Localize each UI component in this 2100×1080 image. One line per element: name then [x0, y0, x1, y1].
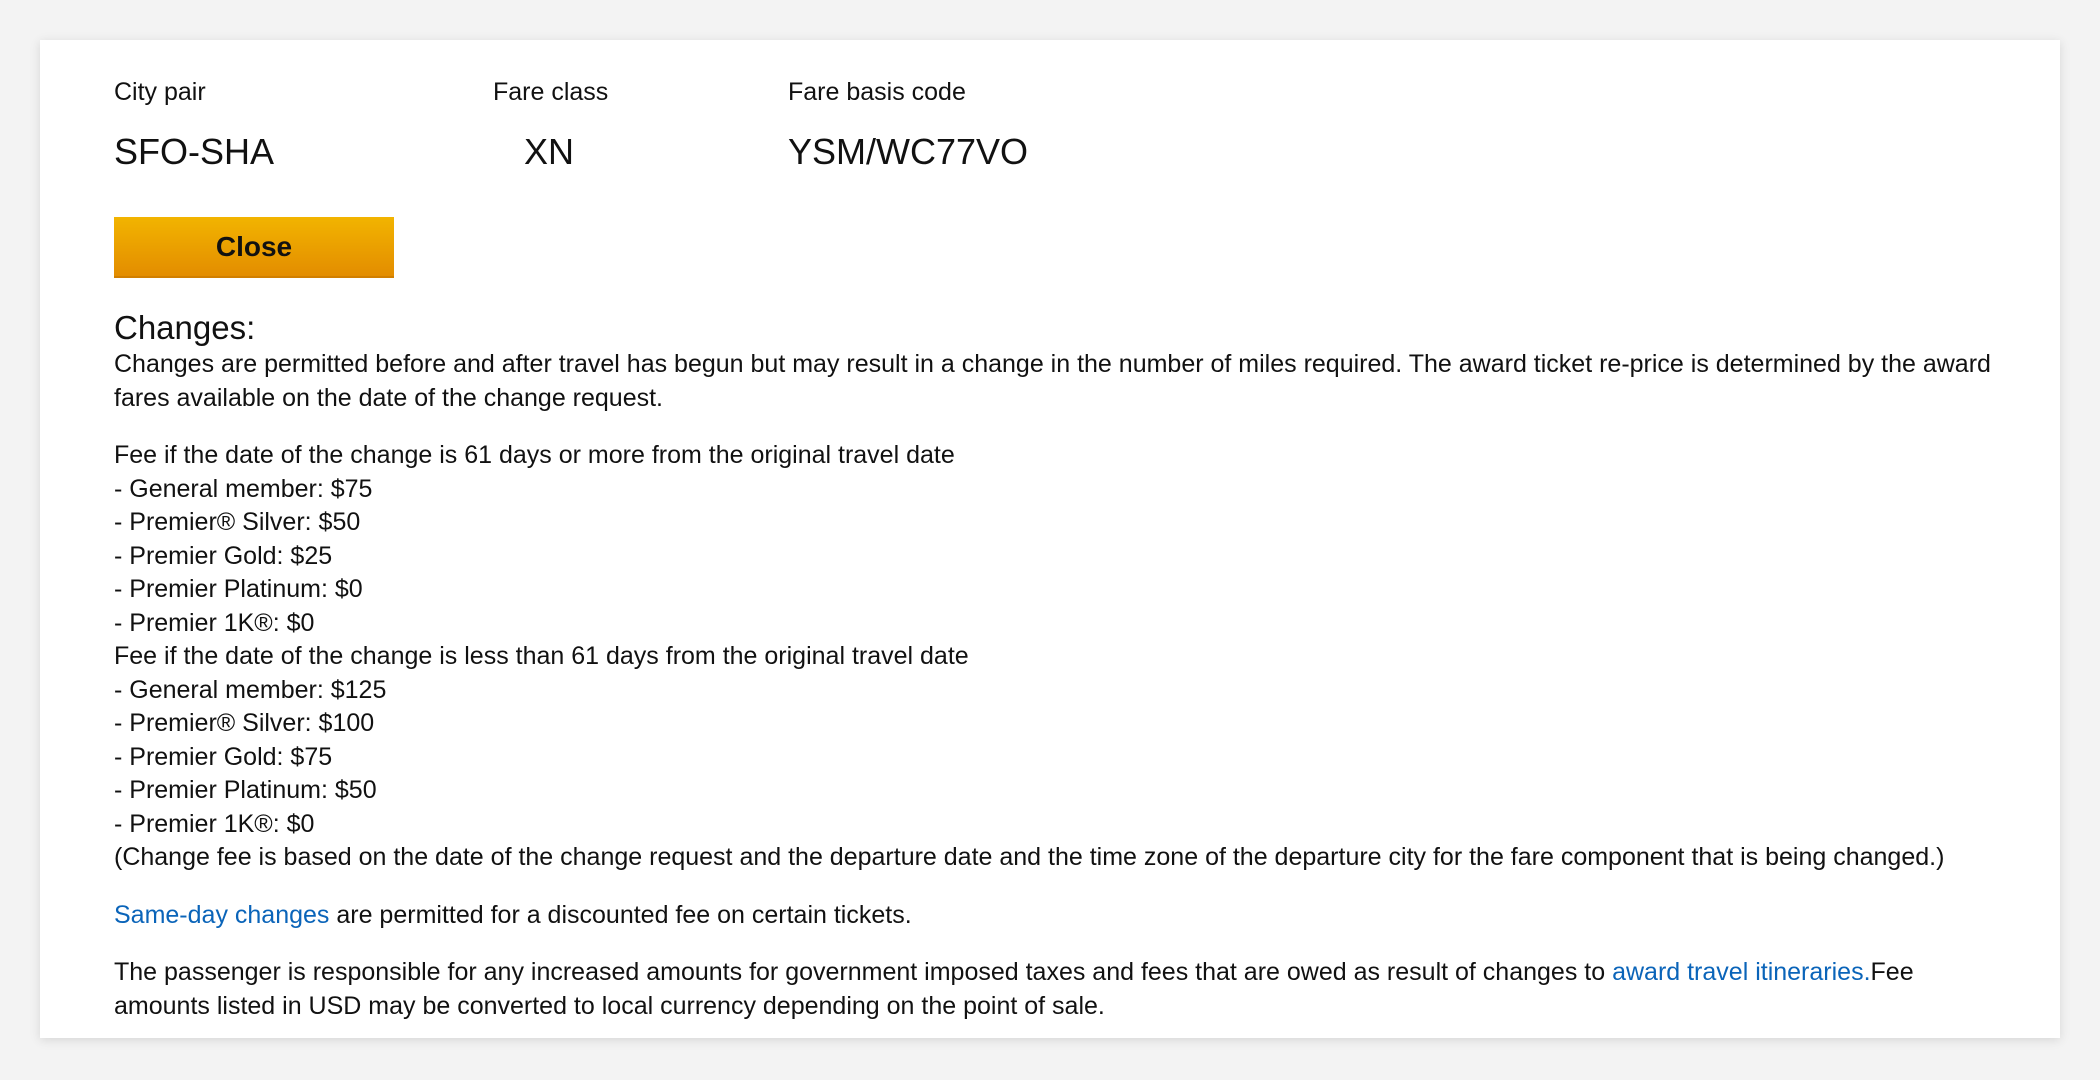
fare-basis-code-value: YSM/WC77VO [788, 131, 1029, 172]
fare-class-value: XN [524, 131, 575, 172]
close-button[interactable]: Close [114, 217, 394, 278]
changes-intro: Changes are permitted before and after travel has begun but may result in a change in the number of miles required. The award ticket re-price is determined by the award fares available on the date of the change request. [114, 350, 1991, 412]
fee-under-61-item: - Premier Platinum: $50 [114, 776, 377, 804]
fare-column-city-pair [114, 72, 274, 174]
fare-info-table [114, 40, 1214, 180]
fee-schedule [114, 439, 2004, 875]
fare-rules-panel [40, 40, 2060, 1038]
fee-note: (Change fee is based on the date of the change request and the departure date and the time zone of the departure city for the fare component that is being changed.) [114, 843, 1945, 871]
taxes-text-after: Fee amounts listed in USD may be converted to local currency depending on the point of sale. [114, 958, 1914, 1020]
fare-column-fare-class [493, 72, 608, 174]
same-day-text: are permitted for a discounted fee on certain tickets. [329, 900, 912, 929]
fee-61-plus-item: - Premier Gold: $25 [114, 541, 333, 570]
fee-61-plus-item: - General member: $75 [114, 474, 373, 503]
taxes-paragraph [114, 956, 2004, 1023]
changes-title: Changes: [114, 309, 256, 346]
fare-basis-code-header: Fare basis code [788, 78, 966, 106]
fee-under-61-item: - Premier Gold: $75 [114, 742, 333, 771]
fee-under-61-item: - General member: $125 [114, 675, 387, 704]
fee-under-61-item: - Premier 1K®: $0 [114, 809, 315, 838]
fee-61-plus-item: - Premier 1K®: $0 [114, 608, 315, 637]
fare-class-header: Fare class [493, 78, 609, 106]
fee-61-plus-item: - Premier® Silver: $50 [114, 508, 361, 536]
city-pair-header: City pair [114, 78, 206, 106]
fare-column-fare-basis [788, 72, 1028, 174]
taxes-text-before: The passenger is responsible for any increased amounts for government imposed taxes and fees that are owed as result of changes to [114, 958, 1613, 986]
fee-under-61-heading: Fee if the date of the change is less than 61 days from the original travel date [114, 642, 969, 670]
city-pair-value: SFO-SHA [114, 131, 275, 172]
award-travel-itineraries-link[interactable]: award travel itineraries. [1612, 958, 1871, 986]
fee-61-plus-item: - Premier Platinum: $0 [114, 575, 363, 603]
changes-section [114, 308, 2004, 1023]
same-day-changes-link[interactable]: Same-day changes [114, 900, 330, 929]
fee-61-plus-heading: Fee if the date of the change is 61 days or more from the original travel date [114, 441, 955, 469]
same-day-paragraph [114, 899, 2004, 933]
fee-under-61-item: - Premier® Silver: $100 [114, 709, 375, 737]
